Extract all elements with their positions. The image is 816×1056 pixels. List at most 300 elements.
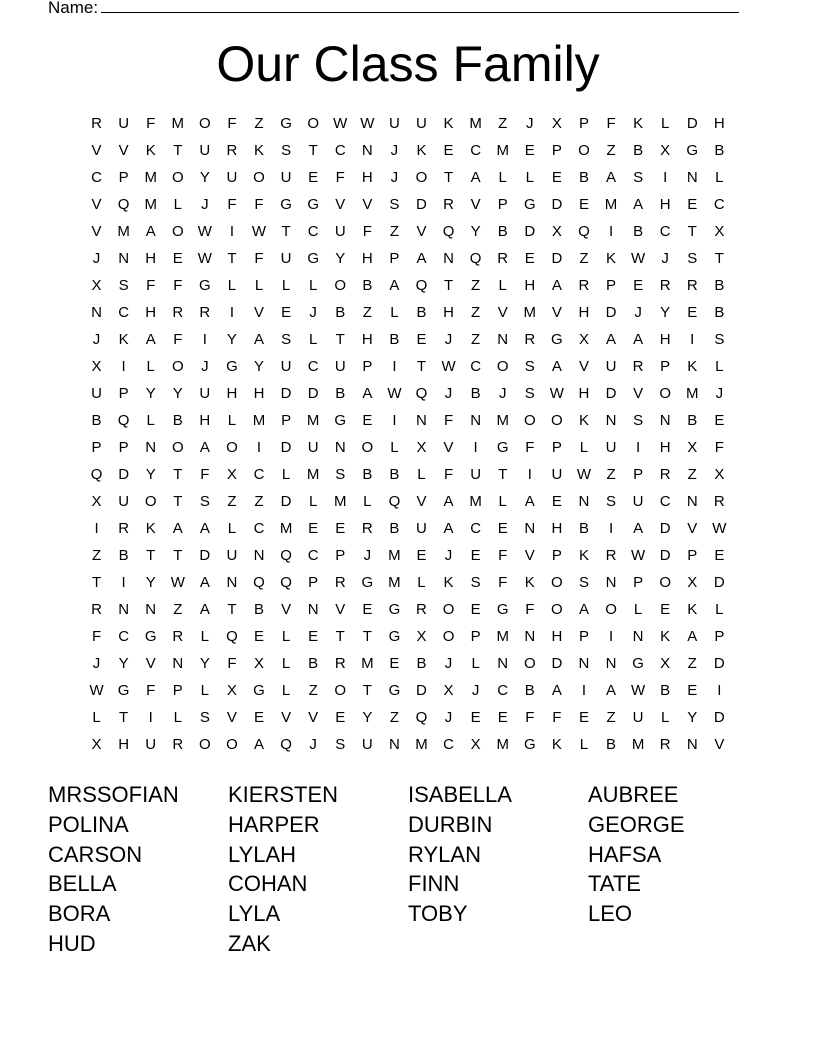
grid-letter: T — [173, 493, 183, 510]
grid-letter: E — [308, 520, 319, 537]
grid-letter: C — [307, 358, 319, 375]
grid-letter: V — [443, 439, 454, 456]
grid-letter: M — [171, 115, 185, 132]
grid-letter: E — [633, 277, 644, 294]
grid-letter: S — [578, 574, 589, 591]
grid-letter: U — [145, 736, 157, 753]
grid-letter: Q — [253, 574, 265, 591]
grid-letter: F — [498, 574, 508, 591]
grid-letter: E — [416, 547, 427, 564]
grid-letter: Y — [470, 223, 481, 240]
grid-letter: L — [715, 358, 724, 375]
grid-letter: U — [226, 169, 238, 186]
name-field — [48, 0, 739, 19]
grid-letter: D — [118, 466, 130, 483]
grid-letter: N — [307, 601, 319, 618]
grid-letter: Y — [199, 169, 210, 186]
grid-letter: D — [605, 385, 617, 402]
grid-letter: T — [362, 628, 372, 645]
grid-letter: P — [172, 682, 183, 699]
grid-letter: J — [92, 655, 101, 672]
grid-letter: U — [226, 547, 238, 564]
grid-letter: R — [199, 304, 211, 321]
grid-letter: P — [551, 547, 562, 564]
grid-letter: C — [118, 628, 130, 645]
grid-letter: N — [578, 493, 590, 510]
word-list-item: DURBIN — [408, 811, 493, 837]
grid-letter: W — [170, 574, 185, 591]
grid-letter: S — [335, 736, 346, 753]
grid-letter: G — [226, 358, 238, 375]
grid-letter: Y — [145, 574, 156, 591]
grid-letter: P — [551, 439, 562, 456]
grid-letter: L — [227, 277, 237, 294]
grid-letter: Y — [145, 385, 156, 402]
grid-letter: V — [91, 142, 102, 159]
grid-letter: K — [660, 628, 671, 645]
grid-letter: A — [606, 169, 617, 186]
grid-letter: F — [227, 115, 237, 132]
grid-letter: Y — [226, 331, 237, 348]
grid-letter: I — [148, 709, 153, 726]
page-title: Our Class Family — [216, 36, 600, 92]
grid-letter: V — [524, 547, 535, 564]
grid-letter: N — [145, 601, 157, 618]
grid-letter: N — [145, 439, 157, 456]
grid-letter: M — [415, 736, 428, 753]
grid-letter: T — [443, 169, 454, 186]
grid-letter: N — [334, 439, 346, 456]
word-list-item: MRSSOFIAN — [48, 782, 179, 807]
grid-letter: F — [335, 169, 345, 186]
grid-letter: N — [605, 655, 617, 672]
grid-letter: J — [444, 709, 453, 726]
grid-letter: T — [498, 466, 508, 483]
grid-letter: T — [416, 358, 427, 375]
grid-letter: W — [549, 385, 564, 402]
grid-letter: D — [280, 439, 292, 456]
grid-letter: J — [92, 250, 101, 267]
grid-letter: X — [551, 115, 562, 132]
grid-letter: R — [605, 547, 617, 564]
grid-letter: R — [497, 250, 509, 267]
word-list-item: POLINA — [48, 811, 129, 837]
grid-letter: E — [281, 304, 292, 321]
grid-letter: G — [307, 250, 319, 267]
grid-letter: K — [687, 358, 698, 375]
name-blank-line[interactable] — [101, 0, 739, 13]
grid-letter: K — [633, 115, 644, 132]
grid-letter: N — [686, 736, 698, 753]
grid-letter: M — [523, 304, 537, 321]
grid-letter: R — [524, 331, 536, 348]
word-list-item: GEORGE — [588, 811, 685, 837]
grid-letter: P — [118, 439, 129, 456]
grid-letter: F — [227, 655, 237, 672]
grid-letter: F — [714, 439, 724, 456]
grid-letter: R — [686, 277, 698, 294]
grid-letter: K — [524, 574, 535, 591]
grid-letter: O — [199, 736, 211, 753]
grid-letter: H — [361, 250, 373, 267]
grid-letter: I — [608, 628, 614, 645]
grid-letter: W — [631, 250, 646, 267]
grid-letter: Z — [254, 493, 264, 510]
grid-letter: E — [172, 250, 183, 267]
grid-letter: K — [578, 412, 589, 429]
grid-letter: C — [713, 196, 725, 213]
grid-letter: A — [633, 520, 644, 537]
grid-letter: P — [470, 628, 481, 645]
grid-letter: H — [361, 169, 373, 186]
grid-letter: J — [363, 547, 372, 564]
grid-letter: F — [91, 628, 102, 645]
grid-letter: C — [253, 520, 265, 537]
grid-letter: J — [498, 385, 507, 402]
grid-letter: M — [469, 115, 482, 132]
grid-letter: D — [713, 655, 725, 672]
grid-letter: G — [388, 682, 401, 699]
grid-letter: F — [254, 250, 264, 267]
grid-letter: P — [633, 466, 644, 483]
grid-letter: T — [714, 250, 724, 267]
grid-letter: M — [604, 196, 618, 213]
grid-letter: A — [172, 520, 183, 537]
grid-letter: Y — [335, 250, 346, 267]
grid-letter: G — [280, 196, 292, 213]
grid-letter: M — [361, 655, 374, 672]
grid-letter: M — [144, 169, 157, 186]
word-list-item: LYLA — [228, 901, 281, 927]
grid-letter: X — [91, 493, 102, 510]
grid-letter: C — [497, 682, 509, 699]
grid-letter: X — [443, 682, 454, 699]
grid-letter: W — [197, 223, 212, 240]
grid-letter: A — [524, 493, 535, 510]
grid-letter: O — [334, 682, 347, 699]
grid-letter: G — [199, 277, 211, 294]
grid-letter: R — [172, 304, 184, 321]
grid-letter: V — [145, 655, 156, 672]
grid-letter: G — [523, 736, 536, 753]
grid-letter: F — [525, 709, 535, 726]
grid-letter: P — [91, 439, 102, 456]
grid-letter: T — [227, 601, 237, 618]
grid-letter: P — [497, 196, 508, 213]
word-list-item: ISABELLA — [408, 782, 512, 807]
grid-letter: S — [281, 142, 292, 159]
grid-letter: V — [335, 196, 346, 213]
grid-letter: M — [631, 736, 645, 753]
grid-letter: E — [497, 709, 508, 726]
grid-letter: E — [551, 493, 562, 510]
grid-letter: J — [661, 250, 669, 267]
grid-letter: M — [306, 466, 320, 483]
grid-letter: G — [496, 601, 509, 618]
grid-letter: S — [199, 709, 210, 726]
grid-letter: D — [686, 115, 698, 132]
grid-letter: A — [606, 682, 617, 699]
grid-letter: L — [579, 439, 589, 456]
grid-letter: C — [470, 358, 482, 375]
grid-letter: E — [470, 709, 481, 726]
grid-letter: Y — [118, 655, 129, 672]
grid-letter: T — [308, 142, 318, 159]
grid-letter: U — [632, 709, 644, 726]
grid-letter: N — [497, 331, 509, 348]
grid-letter: H — [361, 331, 373, 348]
grid-letter: J — [309, 736, 317, 753]
grid-letter: W — [631, 547, 646, 564]
grid-letter: U — [91, 385, 102, 402]
grid-letter: R — [416, 601, 427, 618]
grid-letter: S — [335, 466, 346, 483]
grid-letter: B — [362, 277, 373, 294]
grid-letter: H — [578, 385, 590, 402]
grid-letter: Y — [199, 655, 210, 672]
grid-letter: A — [633, 196, 644, 213]
grid-letter: N — [524, 628, 536, 645]
grid-letter: P — [551, 142, 562, 159]
grid-letter: U — [118, 493, 130, 510]
grid-letter: W — [441, 358, 456, 375]
grid-letter: P — [714, 628, 725, 645]
grid-letter: S — [118, 277, 129, 294]
grid-letter: Z — [389, 223, 399, 240]
grid-letter: S — [633, 169, 644, 186]
grid-letter: M — [388, 574, 401, 591]
grid-letter: M — [686, 385, 699, 402]
grid-letter: H — [713, 115, 725, 132]
grid-letter: N — [632, 628, 644, 645]
grid-letter: B — [578, 169, 589, 186]
grid-letter: X — [254, 655, 265, 672]
grid-letter: I — [473, 439, 478, 456]
grid-letter: A — [551, 682, 562, 699]
grid-letter: O — [415, 169, 428, 186]
grid-letter: C — [470, 142, 482, 159]
grid-letter: E — [714, 547, 725, 564]
grid-letter: X — [91, 736, 102, 753]
grid-letter: O — [659, 574, 672, 591]
grid-letter: P — [281, 412, 292, 429]
grid-letter: O — [253, 169, 265, 186]
grid-letter: Q — [90, 466, 103, 483]
grid-letter: G — [361, 574, 374, 591]
grid-letter: L — [200, 628, 210, 645]
grid-letter: V — [254, 304, 265, 321]
grid-letter: L — [146, 412, 155, 429]
grid-letter: U — [388, 115, 400, 132]
grid-letter: H — [551, 520, 563, 537]
grid-letter: B — [633, 142, 644, 159]
grid-letter: E — [389, 655, 400, 672]
grid-letter: A — [254, 736, 265, 753]
grid-letter: L — [417, 466, 426, 483]
grid-letter: V — [416, 493, 427, 510]
grid-letter: P — [308, 574, 319, 591]
grid-letter: J — [444, 331, 453, 348]
grid-letter: I — [202, 331, 207, 348]
grid-letter: H — [659, 331, 671, 348]
grid-letter: S — [389, 196, 400, 213]
grid-letter: L — [498, 277, 507, 294]
grid-letter: A — [145, 223, 156, 240]
grid-letter: L — [92, 709, 101, 726]
grid-letter: P — [687, 547, 698, 564]
grid-letter: O — [442, 628, 455, 645]
grid-letter: N — [578, 655, 590, 672]
grid-letter: V — [335, 601, 346, 618]
grid-letter: D — [551, 655, 563, 672]
grid-letter: L — [633, 601, 643, 618]
grid-letter: R — [334, 574, 346, 591]
grid-letter: J — [309, 304, 317, 321]
grid-letter: M — [496, 736, 509, 753]
grid-letter: D — [713, 709, 725, 726]
grid-letter: L — [146, 358, 155, 375]
grid-letter: A — [443, 520, 454, 537]
grid-letter: A — [362, 385, 373, 402]
grid-letter: Y — [254, 358, 265, 375]
grid-letter: O — [496, 358, 509, 375]
grid-letter: B — [389, 520, 400, 537]
grid-letter: E — [335, 709, 346, 726]
grid-letter: B — [362, 466, 373, 483]
grid-letter: B — [578, 520, 589, 537]
grid-letter: N — [416, 412, 427, 429]
grid-letter: T — [173, 547, 183, 564]
grid-letter: K — [687, 601, 698, 618]
grid-letter: X — [714, 466, 725, 483]
grid-letter: F — [146, 277, 156, 294]
grid-letter: W — [631, 682, 646, 699]
grid-letter: K — [443, 115, 454, 132]
grid-letter: B — [687, 412, 698, 429]
grid-letter: F — [498, 547, 508, 564]
grid-letter: Z — [227, 493, 237, 510]
grid-letter: H — [145, 304, 157, 321]
grid-letter: W — [576, 466, 592, 483]
grid-letter: A — [633, 331, 644, 348]
grid-letter: G — [496, 439, 509, 456]
grid-letter: Z — [173, 601, 183, 618]
grid-letter: R — [226, 142, 238, 159]
grid-letter: E — [524, 142, 535, 159]
grid-letter: I — [121, 574, 126, 591]
grid-letter: O — [307, 115, 319, 132]
grid-letter: H — [253, 385, 265, 402]
grid-letter: N — [361, 142, 373, 159]
grid-letter: L — [281, 682, 291, 699]
grid-letter: G — [253, 682, 265, 699]
grid-letter: L — [579, 736, 589, 753]
grid-letter: X — [91, 277, 102, 294]
grid-letter: O — [144, 493, 157, 510]
grid-letter: Q — [280, 736, 292, 753]
grid-letter: X — [660, 655, 671, 672]
grid-letter: V — [308, 709, 319, 726]
grid-letter: P — [660, 358, 671, 375]
grid-letter: A — [199, 439, 210, 456]
grid-letter: E — [687, 304, 698, 321]
grid-letter: O — [605, 601, 617, 618]
grid-letter: P — [633, 574, 644, 591]
grid-letter: N — [443, 250, 454, 267]
grid-letter: X — [416, 628, 427, 645]
grid-letter: L — [525, 169, 534, 186]
word-list-item: LYLAH — [228, 841, 297, 867]
grid-letter: R — [659, 736, 671, 753]
grid-letter: G — [686, 142, 699, 159]
grid-letter: E — [308, 628, 319, 645]
grid-letter: P — [389, 250, 400, 267]
grid-letter: K — [145, 142, 156, 159]
grid-letter: M — [388, 547, 401, 564]
grid-letter: R — [91, 115, 102, 132]
grid-letter: O — [226, 439, 238, 456]
grid-letter: Y — [172, 385, 183, 402]
grid-letter: R — [172, 736, 184, 753]
grid-letter: X — [660, 142, 671, 159]
grid-letter: Z — [254, 115, 264, 132]
grid-letter: U — [307, 439, 319, 456]
grid-letter: A — [199, 520, 210, 537]
grid-letter: F — [443, 466, 454, 483]
grid-letter: L — [254, 277, 264, 294]
grid-letter: R — [578, 277, 590, 294]
grid-letter: W — [360, 115, 375, 132]
grid-letter: J — [390, 169, 399, 186]
grid-letter: R — [659, 466, 671, 483]
letter-grid — [83, 110, 733, 758]
grid-letter: L — [227, 412, 237, 429]
grid-letter: S — [281, 331, 292, 348]
grid-letter: T — [687, 223, 697, 240]
grid-letter: I — [636, 439, 641, 456]
grid-letter: M — [333, 493, 347, 510]
grid-letter: W — [89, 682, 104, 699]
grid-letter: E — [335, 520, 346, 537]
grid-letter: K — [443, 574, 454, 591]
grid-letter: B — [606, 736, 617, 753]
grid-letter: T — [281, 223, 291, 240]
grid-letter: O — [659, 385, 672, 402]
grid-letter: L — [200, 682, 210, 699]
grid-letter: N — [118, 250, 130, 267]
grid-letter: X — [226, 682, 237, 699]
grid-letter: G — [307, 196, 319, 213]
grid-letter: U — [280, 250, 292, 267]
grid-letter: S — [524, 385, 535, 402]
grid-letter: F — [200, 466, 210, 483]
grid-letter: O — [171, 358, 184, 375]
grid-letter: G — [144, 628, 157, 645]
grid-letter: B — [714, 142, 725, 159]
grid-letter: M — [252, 412, 266, 429]
grid-letter: B — [660, 682, 671, 699]
grid-letter: Y — [660, 304, 671, 321]
grid-letter: B — [524, 682, 535, 699]
grid-letter: N — [686, 493, 698, 510]
grid-letter: E — [254, 628, 265, 645]
grid-letter: O — [442, 601, 455, 618]
grid-letter: A — [199, 601, 210, 618]
grid-letter: C — [91, 169, 102, 186]
grid-letter: U — [605, 439, 617, 456]
grid-letter: F — [254, 196, 264, 213]
grid-letter: C — [470, 520, 482, 537]
